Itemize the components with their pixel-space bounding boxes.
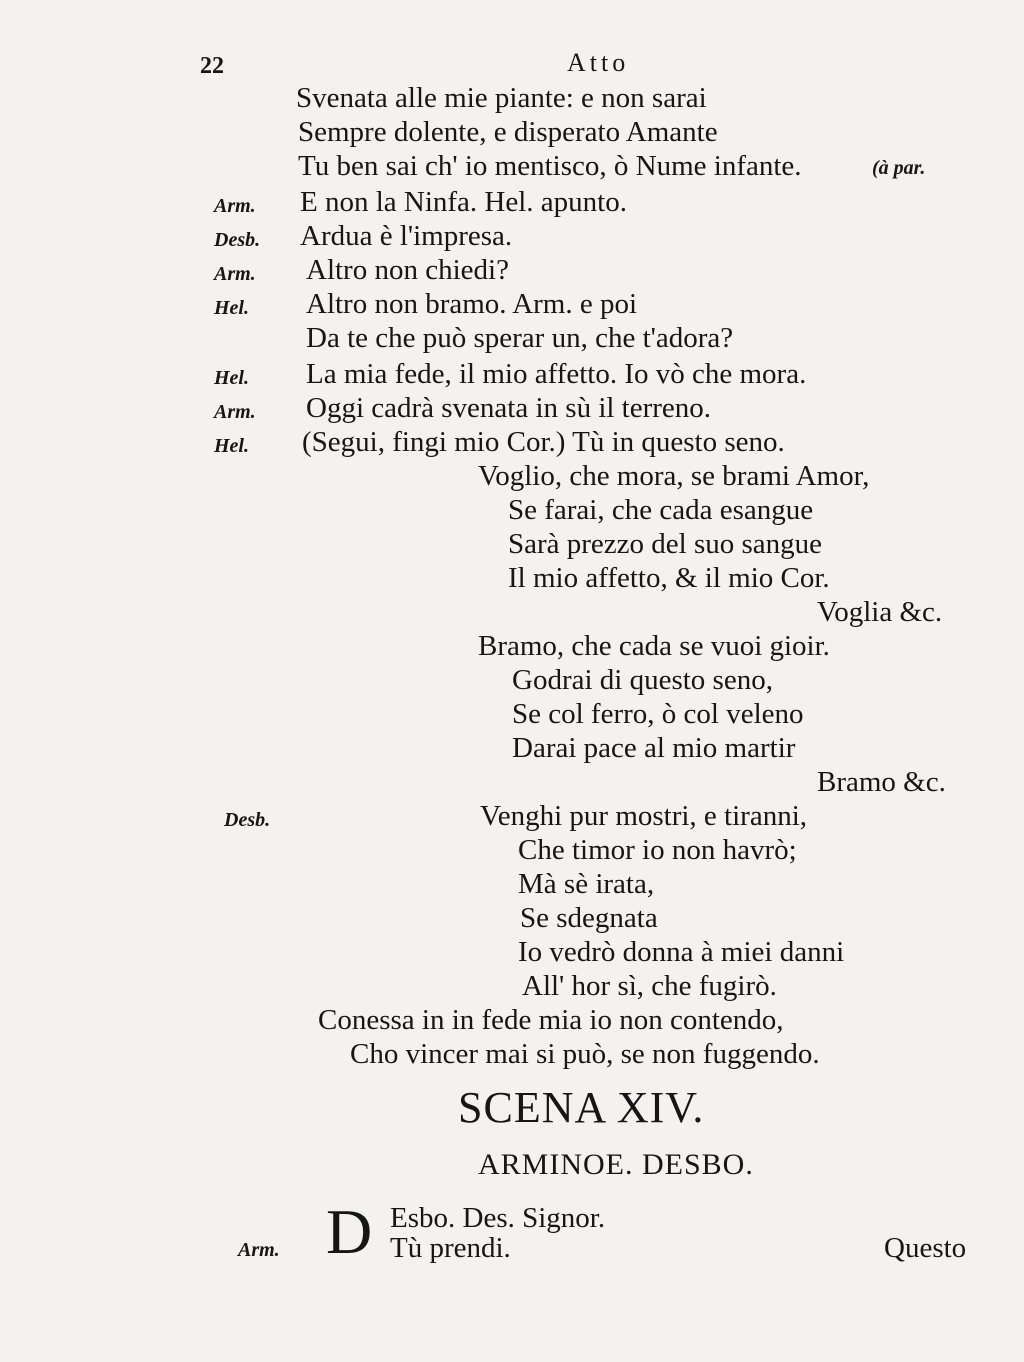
aria-line: Se farai, che cada esangue (508, 494, 814, 526)
aria-line: Godrai di questo seno, (512, 664, 773, 696)
aria-refrain: Bramo &c. (817, 766, 946, 798)
running-title: Atto (567, 48, 630, 77)
aria-line: Se col ferro, ò col veleno (512, 698, 804, 730)
aria-refrain: Voglia &c. (817, 596, 943, 628)
speaker-label: Hel. (214, 297, 249, 319)
verse-line: Altro non bramo. Arm. e poi (306, 288, 638, 320)
speaker-label: Arm. (238, 1239, 280, 1261)
speaker-label: Arm. (214, 263, 256, 285)
aria-line: Io vedrò donna à miei danni (518, 936, 845, 968)
verse-line: (Segui, fingi mio Cor.) Tù in questo seno. (302, 426, 785, 458)
verse-line: Tu ben sai ch' io mentisco, ò Nume infante. (298, 150, 802, 182)
speaker-label: Arm. (214, 401, 256, 423)
speaker-label: Arm. (214, 195, 256, 217)
catchword: Questo (884, 1232, 967, 1264)
scene-line: Esbo. Des. Signor. (390, 1202, 606, 1234)
verse-line: La mia fede, il mio affetto. Io vò che mora. (306, 358, 807, 390)
verse-line: E non la Ninfa. Hel. apunto. (300, 186, 627, 218)
verse-line: Conessa in in fede mia io non contendo, (318, 1004, 784, 1036)
speaker-label: Hel. (214, 435, 249, 457)
aria-line: Venghi pur mostri, e tiranni, (480, 800, 808, 832)
aria-line: Sarà prezzo del suo sangue (508, 528, 823, 560)
verse-line: Oggi cadrà svenata in sù il terreno. (306, 392, 712, 424)
aria-line: Il mio affetto, & il mio Cor. (508, 562, 830, 594)
page-number: 22 (200, 53, 224, 79)
verse-line: Svenata alle mie piante: e non sarai (296, 82, 707, 114)
aria-line: All' hor sì, che fugirò. (522, 970, 777, 1002)
verse-line: Sempre dolente, e disperato Amante (298, 116, 718, 148)
speaker-label: Desb. (214, 229, 261, 251)
drop-cap: D (326, 1196, 373, 1267)
aria-line: Che timor io non havrò; (518, 834, 797, 866)
scene-persons: ARMINOE. DESBO. (478, 1148, 754, 1181)
aria-line: Bramo, che cada se vuoi gioir. (478, 630, 830, 662)
verse-line: Cho vincer mai si può, se non fuggendo. (350, 1038, 820, 1070)
aria-line: Se sdegnata (520, 902, 658, 934)
aside-note: (à par. (872, 157, 926, 179)
scene-title: SCENA XIV. (458, 1083, 705, 1132)
speaker-label: Desb. (224, 809, 271, 831)
aria-line: Voglio, che mora, se brami Amor, (478, 460, 870, 492)
aria-line: Mà sè irata, (518, 868, 655, 900)
verse-line: Altro non chiedi? (306, 254, 509, 286)
scene-line: Tù prendi. (390, 1232, 511, 1264)
verse-line: Ardua è l'impresa. (300, 220, 513, 252)
verse-line: Da te che può sperar un, che t'adora? (306, 322, 734, 354)
aria-line: Darai pace al mio martir (512, 732, 796, 764)
speaker-label: Hel. (214, 367, 249, 389)
